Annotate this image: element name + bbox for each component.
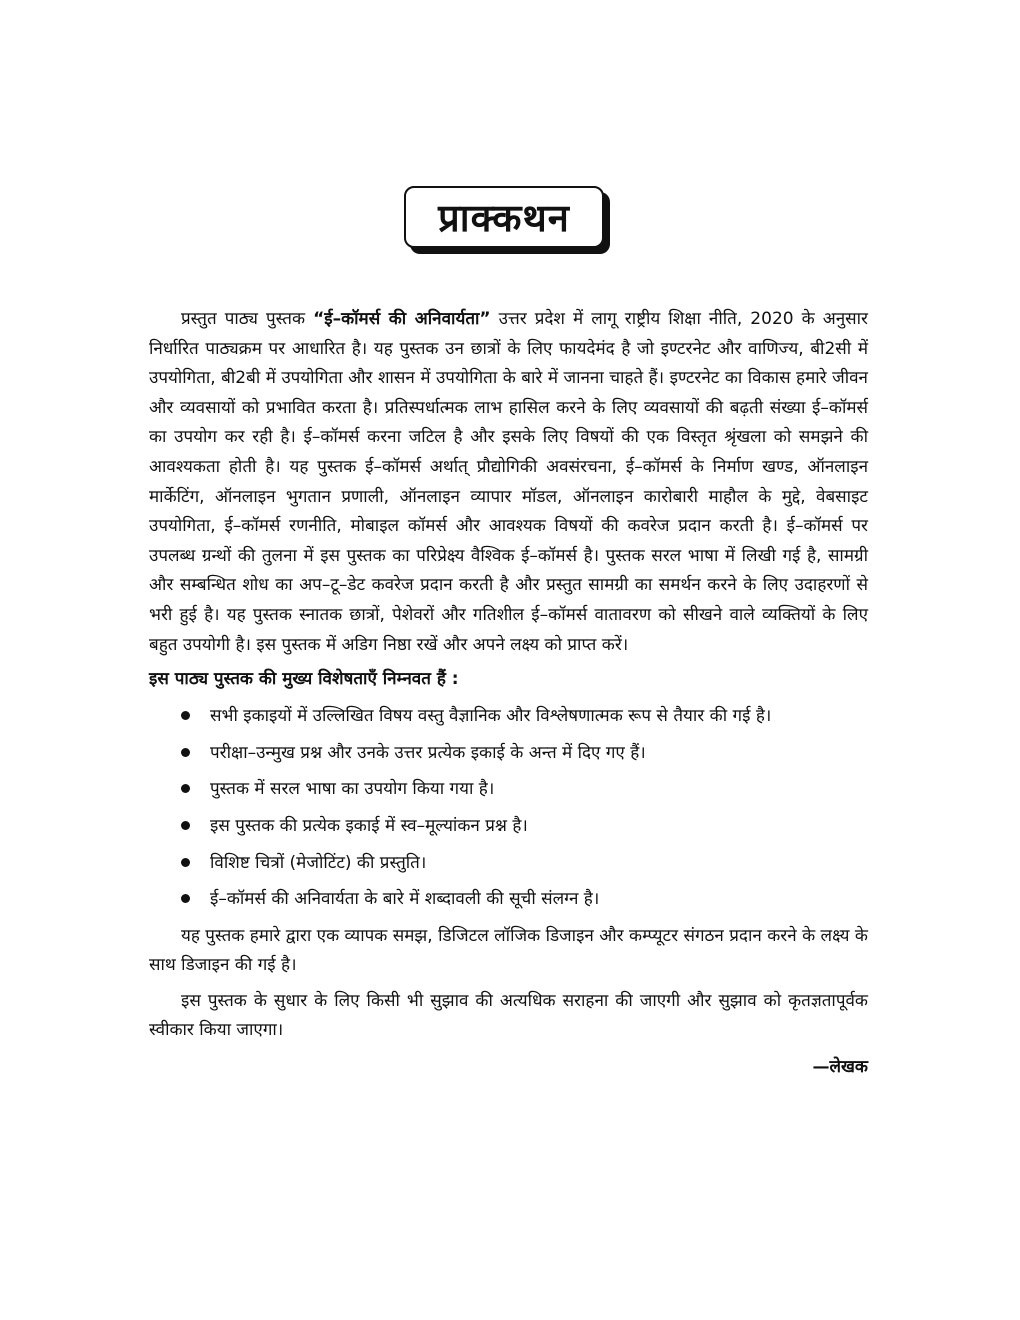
features-heading: इस पाठ्य पुस्तक की मुख्य विशेषताएँ निम्नवत हैं : (149, 669, 459, 690)
feature-text: परीक्षा–उन्मुख प्रश्न और उनके उत्तर प्रत्येक इकाई के अन्त में दिए गए हैं। (210, 742, 646, 763)
bullet-icon (181, 784, 190, 793)
bullet-icon (181, 748, 190, 757)
intro-after: उत्तर प्रदेश में लागू राष्ट्रीय शिक्षा नीति, 2020 के अनुसार निर्धारित पाठ्यक्रम पर आधारित है। यह पुस्तक उन छात्रों के लिए फायदेमंद है जो इण्टरनेट और वाणिज्य, बी2सी में उपयोगिता, बी2बी में उपयोगिता और शासन में उपयोगिता के बारे में जानना चाहते हैं। इण्टरनेट का विकास हमारे जीवन और व्यवसायों को प्रभावित करता है। प्रतिस्पर्धात्मक लाभ हासिल करने के लिए व्यवसायों की बढ़ती संख्या ई–कॉमर्स का उपयोग कर रही है। ई–कॉमर्स करना जटिल है और इसके लिए विषयों की एक विस्तृत श्रृंखला को समझने की आवश्यकता होती है। यह पुस्तक ई–कॉमर्स अर्थात् प्रौद्योगिकी अवसंरचना, ई–कॉमर्स के निर्माण खण्ड, ऑनलाइन मार्केटिंग, ऑनलाइन भुगतान प्रणाली, ऑनलाइन व्यापार मॉडल, ऑनलाइन कारोबारी माहौल के मुद्दे, वेबसाइट उपयोगिता, ई–कॉमर्स रणनीति, मोबाइल कॉमर्स और आवश्यक विषयों की कवरेज प्रदान करती है। ई–कॉमर्स पर उपलब्ध ग्रन्थों की तुलना में इस पुस्तक का परिप्रेक्ष्य वैश्विक ई–कॉमर्स है। पुस्तक सरल भाषा में लिखी गई है, सामग्री और सम्बन्धित शोध का अप–टू–डेट कवरेज प्रदान करती है और प्रस्तुत सामग्री का समर्थन करने के लिए उदाहरणों से भरी हुई है। यह पुस्तक स्नातक छात्रों, पेशेवरों और गतिशील ई–कॉमर्स वातावरण को सीखने वाले व्यक्तियों के लिए बहुत उपयोगी है। इस पुस्तक में अडिग निष्ठा रखें और अपने लक्ष्य को प्राप्त करें। (149, 309, 868, 655)
bullet-icon (181, 711, 190, 720)
intro-paragraph (149, 305, 868, 660)
bullet-icon (181, 894, 190, 903)
features-list (149, 698, 868, 918)
feature-text: विशिष्ट चित्रों (मेजोटिंट) की प्रस्तुति। (210, 852, 427, 873)
list-item (181, 735, 868, 772)
feature-text: इस पुस्तक की प्रत्येक इकाई में स्व–मूल्यांकन प्रश्न है। (210, 815, 528, 836)
feature-text: ई–कॉमर्स की अनिवार्यता के बारे में शब्दावली की सूची संलग्न है। (210, 889, 600, 910)
closing-paragraph-2: इस पुस्तक के सुधार के लिए किसी भी सुझाव की अत्यधिक सराहना की जाएगी और सुझाव को कृतज्ञतापूर्वक स्वीकार किया जाएगा। (149, 990, 868, 1041)
bullet-icon (181, 821, 190, 830)
list-item (181, 881, 868, 918)
book-name: “ई–कॉमर्स की अनिवार्यता” (313, 309, 491, 329)
title-frame (404, 186, 610, 254)
closing-paragraph-1: यह पुस्तक हमारे द्वारा एक व्यापक समझ, डिजिटल लॉजिक डिजाइन और कम्प्यूटर संगठन प्रदान करने के लक्ष्य के साथ डिजाइन की गई है। (149, 925, 868, 976)
list-item (181, 845, 868, 882)
page-title: प्राक्कथन (404, 186, 604, 248)
bullet-icon (181, 858, 190, 867)
author-signature: —लेखक (812, 1057, 868, 1078)
feature-text: सभी इकाइयों में उल्लिखित विषय वस्तु वैज्ञानिक और विश्लेषणात्मक रूप से तैयार की गई है। (210, 706, 772, 727)
intro-before: प्रस्तुत पाठ्य पुस्तक (181, 309, 314, 329)
feature-text: पुस्तक में सरल भाषा का उपयोग किया गया है। (210, 779, 495, 800)
list-item (181, 771, 868, 808)
list-item (181, 808, 868, 845)
document-body (149, 305, 868, 1082)
list-item (181, 698, 868, 735)
